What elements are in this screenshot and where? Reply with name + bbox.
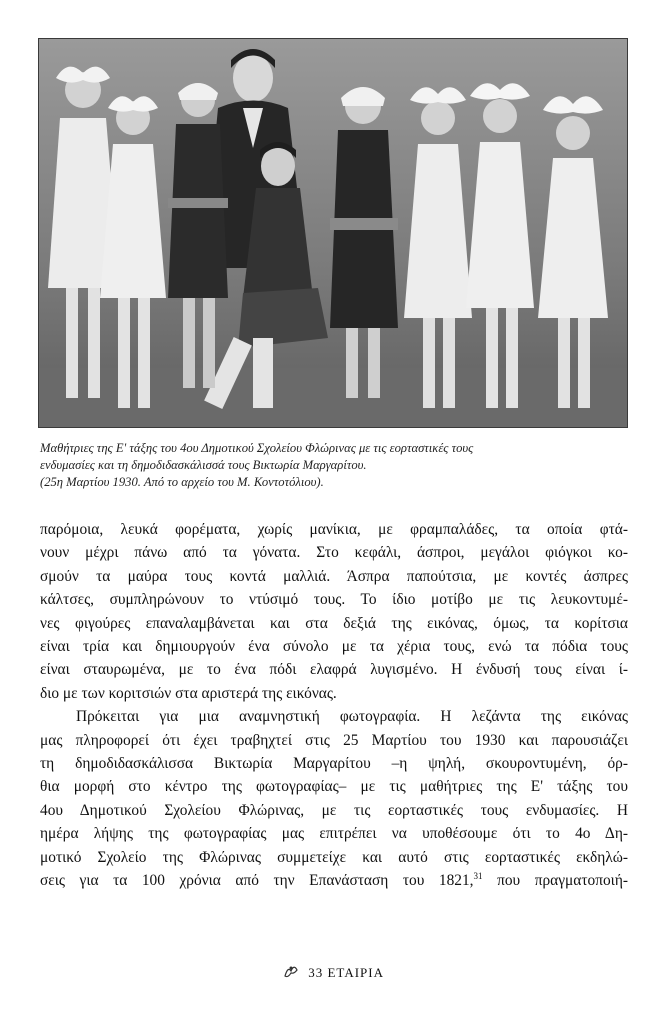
text-line: διο με των κοριτσιών στα αριστερά της εικόνας. xyxy=(40,684,337,702)
text-line: παρόμοια, λευκά φορέματα, χωρίς μανίκια, με φραμπαλάδες, τα οποία φτά- xyxy=(40,521,628,538)
text-line: Πρόκειται για μια αναμνηστική φωτογραφία. Η λεζάντα της εικόνας xyxy=(76,708,628,726)
journal-logo-icon xyxy=(282,962,300,984)
text-line: σμούν τα μαύρα τους κοντά μαλλιά. Άσπρα παπούτσια, με κοντές άσπρες xyxy=(40,567,628,585)
text-line-part: που πραγματοποιή- xyxy=(482,872,628,890)
text-line: τη δημοδιδασκάλισσα Βικτωρία Μαργαρίτου –η ψηλή, σκουροντυμένη, όρ- xyxy=(40,755,628,773)
text-line: 4ου Δημοτικού Σχολείου Φλώρινας, με τις εορταστικές τους ενδυμασίες. Η xyxy=(40,801,628,819)
text-line: μας πληροφορεί ότι έχει τραβηχτεί στις 25 Μαρτίου του 1930 και παρουσιάζει xyxy=(40,731,628,749)
text-line-part: σεις για τα 100 χρόνια από την Επανάσταση του 1821, xyxy=(40,872,474,890)
text-line: νουν μέχρι πάνω από τα γόνατα. Στο κεφάλι, άσπροι, μεγάλοι φιόγκοι κο- xyxy=(40,544,628,562)
photo-caption xyxy=(40,440,630,491)
text-line: θια μορφή στο κέντρο της φωτογραφίας– με τις μαθήτριες της Ε' τάξης του xyxy=(40,778,628,796)
text-line: ημέρα λήψης της φωτογραφίας μας επιτρέπει να υποθέσουμε ότι το 4ο Δη- xyxy=(40,825,628,843)
journal-name: ΕΤΑΙΡΙΑ xyxy=(327,965,384,980)
caption-line: ενδυμασίες και τη δημοδιδασκάλισσά τους Βικτωρία Μαργαρίτου. xyxy=(40,458,367,472)
text-line: κάλτσες, συμπληρώνουν το ντύσιμό τους. Το ίδιο μοτίβο με τις λευκοντυμέ- xyxy=(40,591,628,609)
page-number: 33 xyxy=(308,965,324,980)
text-line xyxy=(40,869,628,892)
text-line: μοτικό Σχολείο της Φλώρινας συμμετείχε και αυτό στις εορταστικές εκδηλώ- xyxy=(40,848,628,866)
page-footer xyxy=(0,962,666,984)
body-text xyxy=(40,518,628,893)
text-line: είναι τρία και δημιουργούν ένα σύνολο με τα χέρια τους, ενώ τα πόδια τους xyxy=(40,638,628,656)
footnote-ref[interactable]: 31 xyxy=(473,870,483,881)
caption-line: Μαθήτριες της Ε' τάξης του 4ου Δημοτικού Σχολείου Φλώρινας με τις εορταστικές τους xyxy=(40,441,474,455)
text-line: νες φιγούρες επαναλαμβάνεται και στα δεξιά της εικόνας, όμως, τα κορίτσια xyxy=(40,614,628,632)
photo-illustration xyxy=(38,38,628,428)
text-line: είναι σταυρωμένα, με το ένα πόδι ελαφρά λυγισμένο. Η ένδυσή τους είναι ί- xyxy=(40,661,628,679)
caption-line: (25η Μαρτίου 1930. Από το αρχείο του Μ. Κοντοτόλιου). xyxy=(40,475,324,489)
archival-photograph xyxy=(38,38,628,428)
